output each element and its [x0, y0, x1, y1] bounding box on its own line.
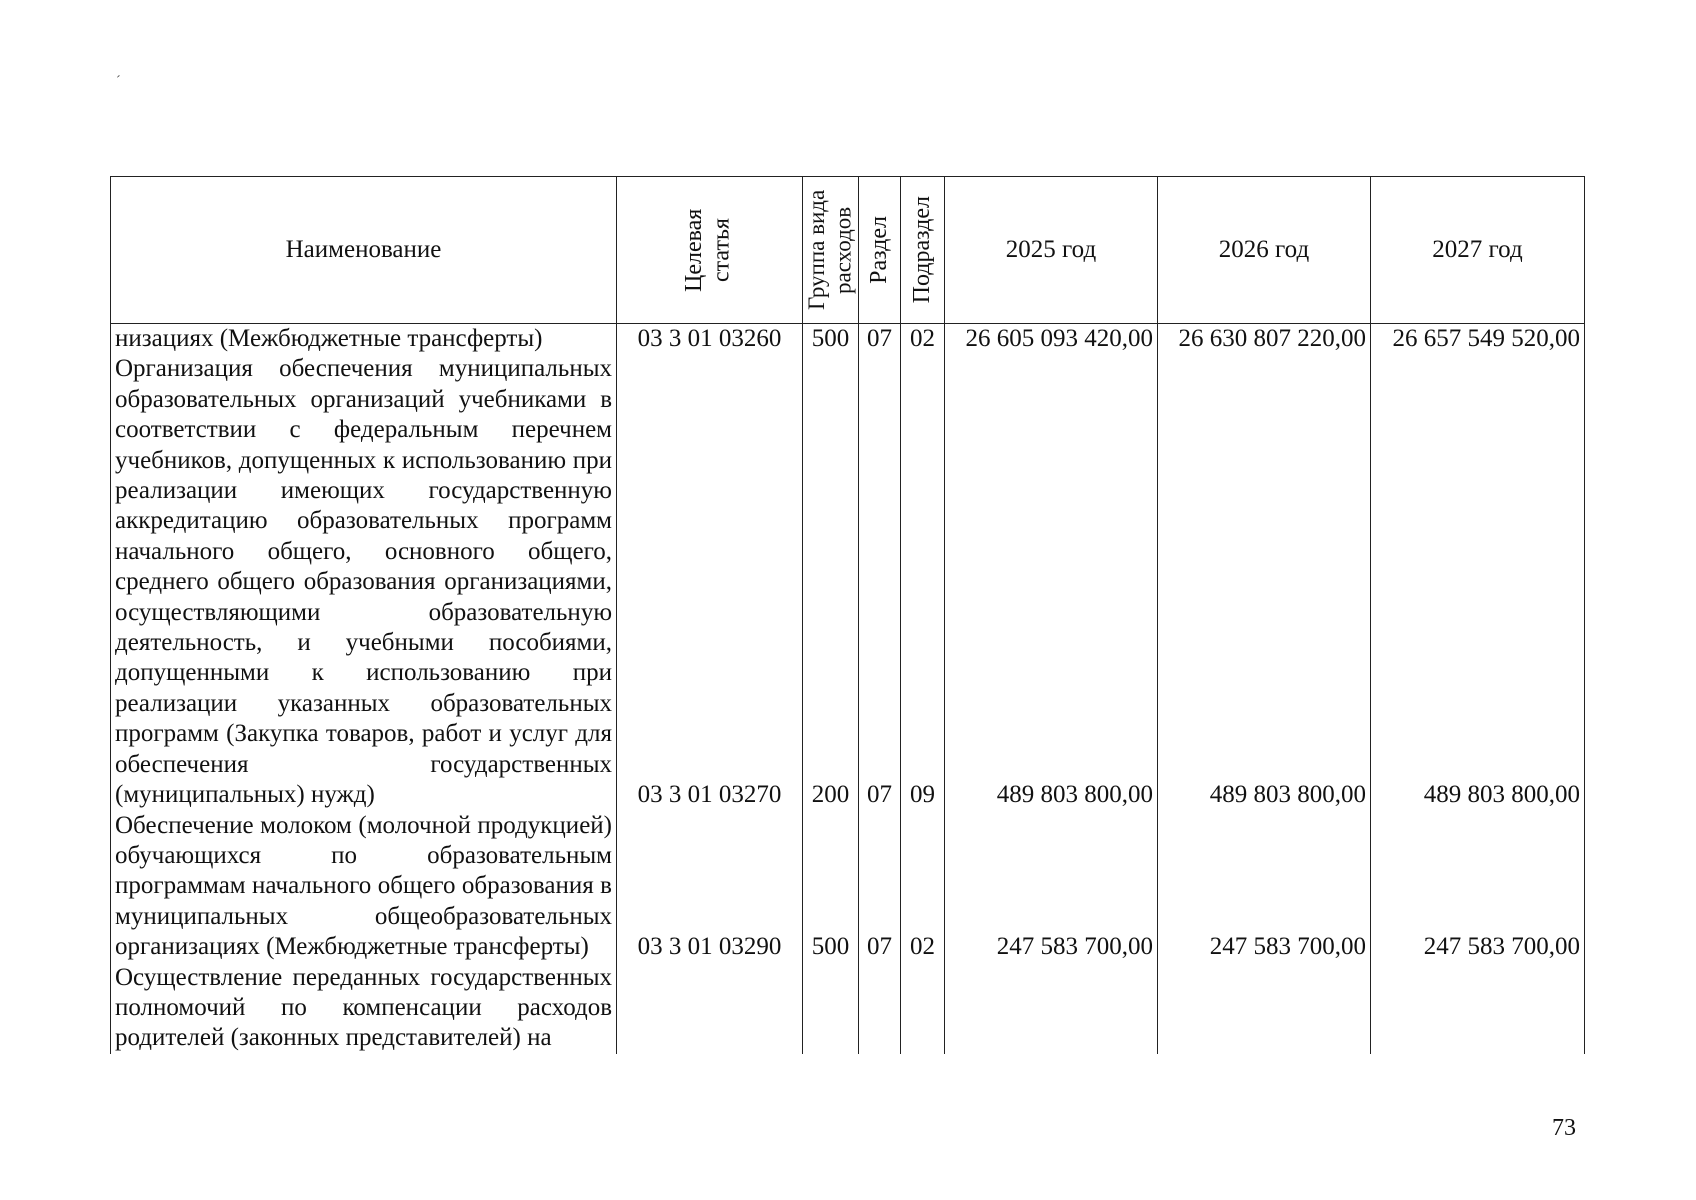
row-section: 07: [859, 811, 901, 963]
row-2027: 247 583 700,00: [1371, 811, 1585, 963]
row-2026: 247 583 700,00: [1158, 811, 1371, 963]
row-2025: 489 803 800,00: [945, 354, 1158, 810]
row-2025: 26 605 093 420,00: [945, 324, 1158, 355]
row-group: 500: [803, 811, 859, 963]
row-name: низациях (Межбюджетные трансферты): [111, 324, 617, 355]
row-section: 07: [859, 354, 901, 810]
header-expense-group-text: Группа вида расходов: [803, 189, 855, 311]
table-row: [111, 324, 1585, 355]
header-target-article-text: Целевая статья: [680, 208, 735, 292]
row-2025: 247 583 700,00: [945, 811, 1158, 963]
stray-mark: ˊ: [116, 74, 121, 89]
row-section: 07: [859, 324, 901, 355]
header-year-2027: 2027 год: [1371, 177, 1585, 324]
row-group: [803, 963, 859, 1054]
row-code: 03 3 01 03270: [617, 354, 803, 810]
row-section: [859, 963, 901, 1054]
row-code: 03 3 01 03290: [617, 811, 803, 963]
header-expense-group: [803, 177, 859, 324]
header-name: Наименование: [111, 177, 617, 324]
row-group: 500: [803, 324, 859, 355]
row-subsection: 02: [901, 811, 945, 963]
row-code: [617, 963, 803, 1054]
row-2025: [945, 963, 1158, 1054]
row-name: Обеспечение молоком (молочной продукцией) обучающихся по образовательным программам начального общего образования в муниципальных общеобразовательных организациях (Межбюджетные трансферты): [111, 811, 617, 963]
table-header-row: [111, 177, 1585, 324]
row-group: 200: [803, 354, 859, 810]
header-subsection: [901, 177, 945, 324]
table-row: [111, 811, 1585, 963]
row-2027: 26 657 549 520,00: [1371, 324, 1585, 355]
row-name: Осуществление переданных государственных полномочий по компенсации расходов родителей (законных представителей) на: [111, 963, 617, 1054]
row-subsection: 02: [901, 324, 945, 355]
header-section-text: Раздел: [865, 216, 892, 284]
budget-table: [110, 176, 1585, 1054]
row-subsection: [901, 963, 945, 1054]
row-2026: 26 630 807 220,00: [1158, 324, 1371, 355]
table-row: [111, 963, 1585, 1054]
header-year-2026: 2026 год: [1158, 177, 1371, 324]
row-2027: 489 803 800,00: [1371, 354, 1585, 810]
header-section: [859, 177, 901, 324]
table-row: [111, 354, 1585, 810]
header-year-2025: 2025 год: [945, 177, 1158, 324]
row-2027: [1371, 963, 1585, 1054]
row-2026: 489 803 800,00: [1158, 354, 1371, 810]
header-subsection-text: Подраздел: [908, 196, 935, 304]
row-name: Организация обеспечения муниципальных образовательных организаций учебниками в соответствии с федеральным перечнем учебников, допущенных к использованию при реализации имеющих государственную аккредитацию образовательных программ начального общего, основного общего, среднего общего образования организациями, осуществляющими образовательную деятельность, и учебными пособиями, допущенными к использованию при реализации указанных образовательных программ (Закупка товаров, работ и услуг для обеспечения государственных (муниципальных) нужд): [111, 354, 617, 810]
header-target-article: [617, 177, 803, 324]
page-number: 73: [1552, 1115, 1576, 1141]
row-subsection: 09: [901, 354, 945, 810]
row-2026: [1158, 963, 1371, 1054]
row-code: 03 3 01 03260: [617, 324, 803, 355]
